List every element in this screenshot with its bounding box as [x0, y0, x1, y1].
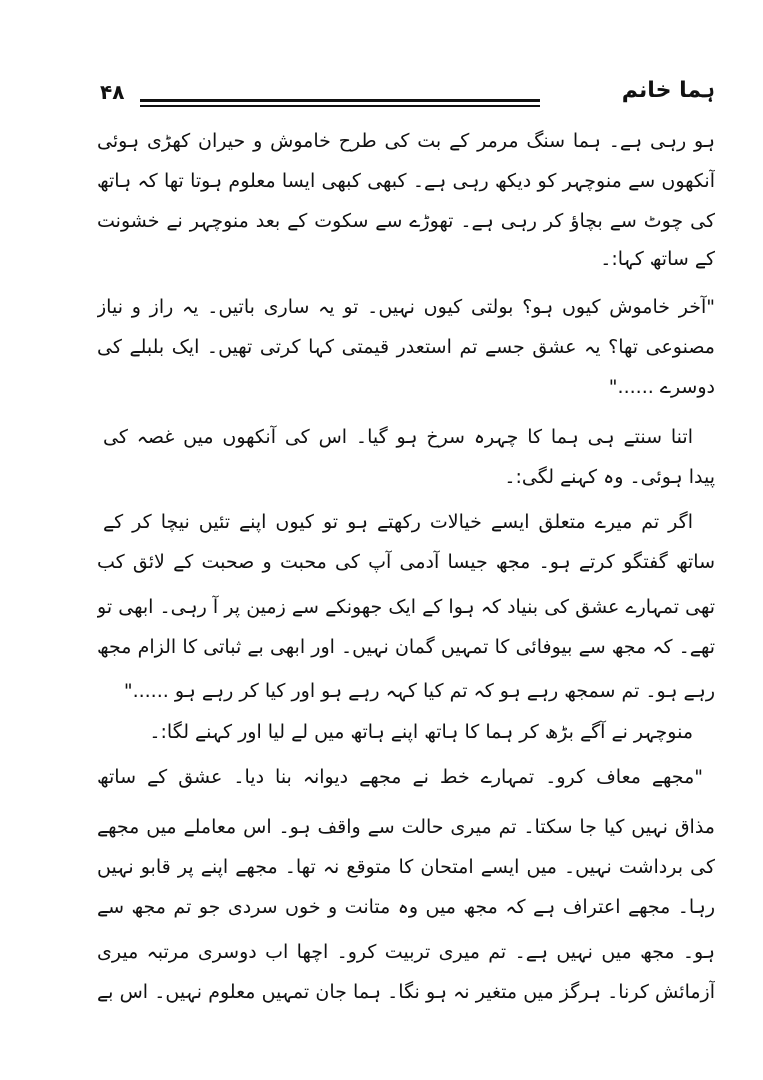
- header-rule: [140, 99, 540, 102]
- text-line: کی برداشت نہیں۔ میں ایسے امتحان کا متوقع نہ تھا۔ مجھے اپنے پر قابو نہیں: [97, 856, 715, 878]
- text-line: دوسرے ......": [608, 376, 715, 398]
- text-line: کی چوٹ سے بچاؤ کر رہی ہے۔ تھوڑے سے سکوت کے بعد منوچہر نے خشونت: [97, 210, 715, 232]
- text-line: مصنوعی تھا؟ یہ عشق جسے تم استعدر قیمتی کہا کرتی تھیں۔ ایک بلبلے کی: [97, 336, 715, 358]
- running-title: ہما خانم: [621, 78, 715, 103]
- text-line: تھے۔ کہ مجھ سے بیوفائی کا تمہیں گمان نہیں۔ اور ابھی بے ثباتی کا الزام مجھ: [97, 636, 715, 658]
- text-line: اگر تم میرے متعلق ایسے خیالات رکھتے ہو تو کیوں اپنے تئیں نیچا کر کے: [103, 511, 693, 533]
- text-line: اتنا سنتے ہی ہما کا چہرہ سرخ ہو گیا۔ اس کی آنکھوں میں غصہ کی: [103, 426, 693, 448]
- text-line: کے ساتھ کہا:۔: [600, 248, 715, 270]
- text-line: ساتھ گفتگو کرتے ہو۔ مجھ جیسا آدمی آپ کی محبت و صحبت کے لائق کب: [97, 551, 715, 573]
- text-line: آنکھوں سے منوچہر کو دیکھ رہی ہے۔ کبھی کبھی ایسا معلوم ہوتا تھا کہ ہاتھ: [97, 170, 715, 192]
- text-line: مذاق نہیں کیا جا سکتا۔ تم میری حالت سے واقف ہو۔ اس معاملے میں مجھے: [97, 816, 715, 838]
- text-line: آزمائش کرنا۔ ہرگز میں متغیر نہ ہو نگا۔ ہما جان تمہیں معلوم نہیں۔ اس بے: [97, 981, 715, 1003]
- text-line: تھی تمہارے عشق کی بنیاد کہ ہوا کے ایک جھونکے سے زمین پر آ رہی۔ ابھی تو: [97, 596, 715, 618]
- text-line: ہو۔ مجھ میں نہیں ہے۔ تم میری تربیت کرو۔ اچھا اب دوسری مرتبہ میری: [97, 941, 715, 963]
- header-rule: [140, 105, 540, 107]
- text-line: رہے ہو۔ تم سمجھ رہے ہو کہ تم کیا کہہ رہے ہو اور کیا کر رہے ہو ......": [123, 680, 715, 702]
- text-line: رہا۔ مجھے اعتراف ہے کہ مجھ میں وہ متانت و خوں سردی جو تم مجھ سے: [97, 896, 715, 918]
- page-number: ۴۸: [100, 80, 125, 104]
- text-line: ہو رہی ہے۔ ہما سنگ مرمر کے بت کی طرح خاموش و حیران کھڑی ہوئی: [97, 130, 715, 152]
- text-line: منوچہر نے آگے بڑھ کر ہما کا ہاتھ اپنے ہاتھ میں لے لیا اور کہنے لگا:۔: [149, 721, 693, 743]
- text-line: "آخر خاموش کیوں ہو؟ بولتی کیوں نہیں۔ تو یہ ساری باتیں۔ یہ راز و نیاز: [97, 296, 715, 318]
- text-line: "مجھے معاف کرو۔ تمہارے خط نے مجھے دیوانہ بنا دیا۔ عشق کے ساتھ: [97, 766, 703, 788]
- text-line: پیدا ہوئی۔ وہ کہنے لگی:۔: [504, 466, 715, 488]
